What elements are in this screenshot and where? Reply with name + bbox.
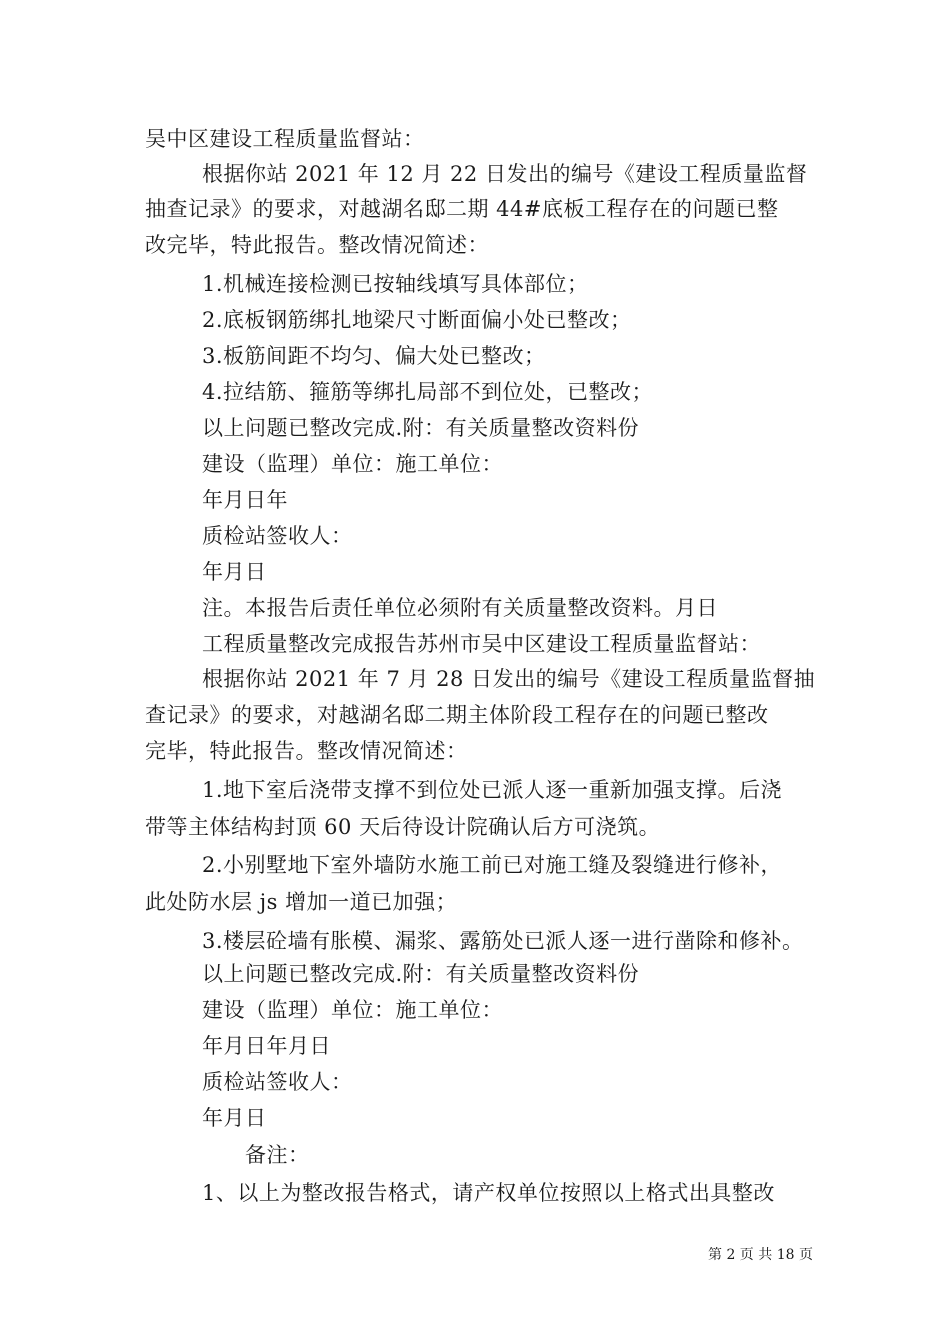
body-paragraph-line: 抽查记录》的要求，对越湖名邸二期 44#底板工程存在的问题已整 — [145, 197, 779, 221]
signature-units-line: 建设（监理）单位：施工单位： — [202, 452, 503, 476]
addressee-line: 吴中区建设工程质量监督站： — [145, 127, 425, 151]
list-item: 3.楼层砼墙有胀模、漏浆、露筋处已派人逐一进行凿除和修补。 — [202, 929, 804, 953]
summary-line: 以上问题已整改完成.附：有关质量整改资料份 — [202, 962, 640, 986]
list-item: 3.板筋间距不均匀、偏大处已整改； — [202, 344, 546, 368]
remarks-item: 1、以上为整改报告格式，请产权单位按照以上格式出具整改 — [202, 1181, 775, 1205]
remarks-heading: 备注： — [245, 1143, 310, 1167]
summary-line: 以上问题已整改完成.附：有关质量整改资料份 — [202, 416, 640, 440]
list-item: 1.机械连接检测已按轴线填写具体部位； — [202, 272, 589, 296]
list-item: 4.拉结筋、箍筋等绑扎局部不到位处，已整改； — [202, 380, 654, 404]
date-line: 年月日 — [202, 1106, 267, 1130]
receiver-line: 质检站签收人： — [202, 1070, 353, 1094]
date-line: 年月日年月日 — [202, 1034, 331, 1058]
body-paragraph-line: 查记录》的要求，对越湖名邸二期主体阶段工程存在的问题已整改 — [145, 703, 769, 727]
note-line: 注。本报告后责任单位必须附有关质量整改资料。月日 — [202, 596, 718, 620]
list-item-continuation: 此处防水层 js 增加一道已加强； — [145, 890, 458, 914]
date-line: 年月日年 — [202, 488, 288, 512]
section-heading-line: 工程质量整改完成报告苏州市吴中区建设工程质量监督站： — [202, 632, 761, 656]
list-item: 2.底板钢筋绑扎地梁尺寸断面偏小处已整改； — [202, 308, 632, 332]
body-paragraph-line: 改完毕，特此报告。整改情况简述： — [145, 233, 489, 257]
date-line: 年月日 — [202, 560, 267, 584]
receiver-line: 质检站签收人： — [202, 524, 353, 548]
body-paragraph-line: 完毕，特此报告。整改情况简述： — [145, 739, 468, 763]
signature-units-line: 建设（监理）单位：施工单位： — [202, 998, 503, 1022]
page-number-footer: 第 2 页 共 18 页 — [708, 1247, 813, 1263]
list-item-continuation: 带等主体结构封顶 60 天后待设计院确认后方可浇筑。 — [145, 815, 661, 839]
body-paragraph-line: 根据你站 2021 年 12 月 22 日发出的编号《建设工程质量监督 — [202, 162, 808, 186]
list-item: 2.小别墅地下室外墙防水施工前已对施工缝及裂缝进行修补， — [202, 853, 783, 877]
body-paragraph-line: 根据你站 2021 年 7 月 28 日发出的编号《建设工程质量监督抽 — [202, 667, 816, 691]
list-item: 1.地下室后浇带支撑不到位处已派人逐一重新加强支撑。后浇 — [202, 778, 783, 802]
